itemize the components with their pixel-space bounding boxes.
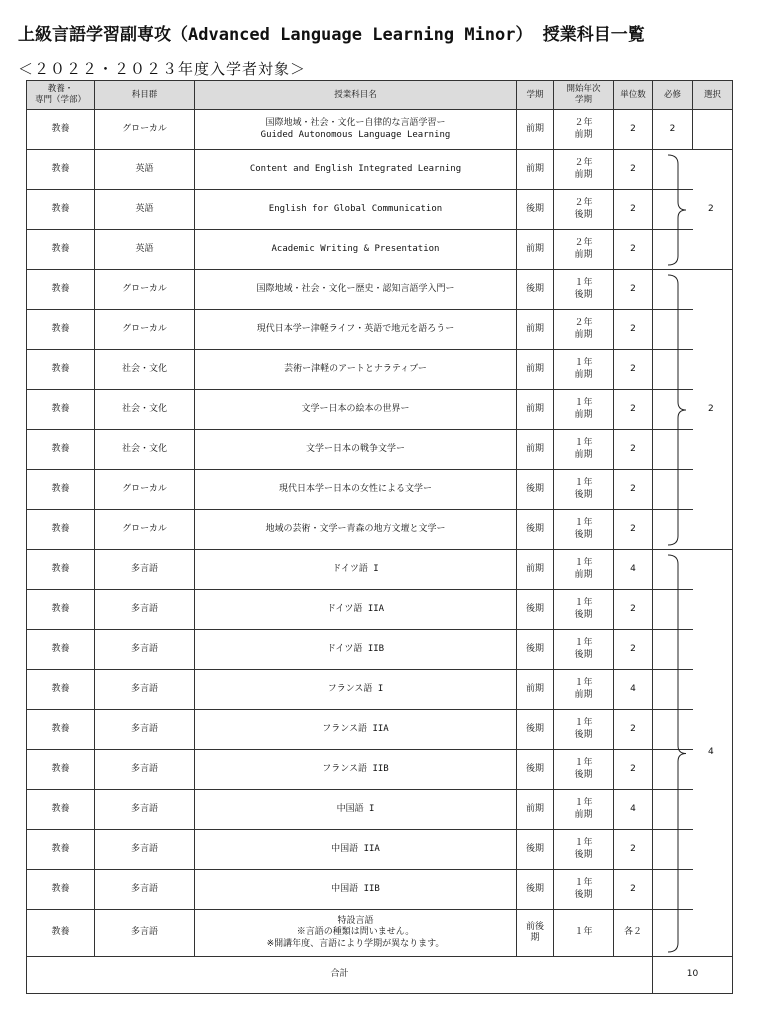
- row-group: 社会・文化: [95, 390, 195, 430]
- row-category: 教養: [27, 390, 95, 430]
- table-header-row: [27, 81, 733, 110]
- row-term: 後期: [517, 830, 554, 870]
- row-credits: 2: [614, 830, 653, 870]
- row-credits: 2: [614, 870, 653, 910]
- row-group: グローカル: [95, 470, 195, 510]
- total-row: [27, 957, 733, 994]
- row-required: [653, 670, 693, 710]
- row-group: 多言語: [95, 710, 195, 750]
- row-term: 後期: [517, 710, 554, 750]
- row-start: ２年 前期: [554, 110, 614, 150]
- row-group: 多言語: [95, 790, 195, 830]
- table-row: [27, 790, 733, 830]
- row-course-name: 中国語 IIB: [195, 870, 517, 910]
- row-start: １年 前期: [554, 430, 614, 470]
- row-credits: 2: [614, 150, 653, 190]
- table-row: [27, 390, 733, 430]
- row-credits: 2: [614, 270, 653, 310]
- row-required: [653, 150, 693, 190]
- table-row: [27, 510, 733, 550]
- table-row: [27, 710, 733, 750]
- row-term: 前期: [517, 350, 554, 390]
- row-credits: 2: [614, 310, 653, 350]
- row-group: 多言語: [95, 910, 195, 957]
- row-required: [653, 910, 693, 957]
- row-course-name: Academic Writing & Presentation: [195, 230, 517, 270]
- row-course-name: 文学ー日本の戦争文学ー: [195, 430, 517, 470]
- row-start: １年 前期: [554, 670, 614, 710]
- row-term: 前期: [517, 230, 554, 270]
- row-term: 後期: [517, 270, 554, 310]
- row-group: 多言語: [95, 550, 195, 590]
- row-course-name: ドイツ語 I: [195, 550, 517, 590]
- row-term: 前期: [517, 430, 554, 470]
- row-credits: 2: [614, 750, 653, 790]
- elective-group-1-value: 2: [708, 203, 714, 214]
- page-title: 上級言語学習副専攻（Advanced Language Learning Minor） 授業科目一覧: [18, 25, 645, 45]
- row-start: １年: [554, 910, 614, 957]
- row-required: [653, 750, 693, 790]
- row-course-name: 文学ー日本の絵本の世界ー: [195, 390, 517, 430]
- row-start: ２年 前期: [554, 310, 614, 350]
- row-start: １年 後期: [554, 750, 614, 790]
- table-row: [27, 750, 733, 790]
- row-term: 前期: [517, 110, 554, 150]
- table-row: [27, 270, 733, 310]
- row-category: 教養: [27, 350, 95, 390]
- row-required: [653, 310, 693, 350]
- header-group: 科目群: [95, 81, 195, 110]
- page-subtitle: ＜２０２２・２０２３年度入学者対象＞: [18, 60, 307, 78]
- row-credits: 2: [614, 590, 653, 630]
- row-required: [653, 470, 693, 510]
- row-start: １年 後期: [554, 510, 614, 550]
- row-group: 多言語: [95, 590, 195, 630]
- table-row: [27, 430, 733, 470]
- row-course-name: Content and English Integrated Learning: [195, 150, 517, 190]
- row-start: ２年 後期: [554, 190, 614, 230]
- row-category: 教養: [27, 150, 95, 190]
- row-category: 教養: [27, 750, 95, 790]
- row-credits: 2: [614, 710, 653, 750]
- row-term: 後期: [517, 190, 554, 230]
- row-group: 多言語: [95, 670, 195, 710]
- course-table: [26, 80, 733, 994]
- row-term: 後期: [517, 470, 554, 510]
- total-value: 10: [653, 957, 733, 994]
- row-term: 前期: [517, 310, 554, 350]
- row-category: 教養: [27, 830, 95, 870]
- header-category: 教養・ 専門（学部）: [27, 81, 95, 110]
- row-course-name: 中国語 I: [195, 790, 517, 830]
- row-required: [653, 830, 693, 870]
- row-category: 教養: [27, 790, 95, 830]
- table-row: [27, 310, 733, 350]
- row-required: [653, 230, 693, 270]
- row-required: [653, 270, 693, 310]
- row-category: 教養: [27, 870, 95, 910]
- header-term: 学期: [517, 81, 554, 110]
- row-term: 前期: [517, 670, 554, 710]
- row-course-name: 地域の芸術・文学ー青森の地方文壇と文学ー: [195, 510, 517, 550]
- row-group: 多言語: [95, 870, 195, 910]
- row-term: 前後 期: [517, 910, 554, 957]
- row-group: 多言語: [95, 630, 195, 670]
- row-credits: 2: [614, 110, 653, 150]
- row-group: 社会・文化: [95, 350, 195, 390]
- row-course-name: ドイツ語 IIB: [195, 630, 517, 670]
- total-label: 合計: [27, 957, 653, 994]
- row-start: ２年 前期: [554, 150, 614, 190]
- table-row: [27, 110, 733, 150]
- row-course-name: 現代日本学ー津軽ライフ・英語で地元を語ろうー: [195, 310, 517, 350]
- row-category: 教養: [27, 230, 95, 270]
- row-required: [653, 390, 693, 430]
- header-elective: 選択: [693, 81, 733, 110]
- row-start: ２年 前期: [554, 230, 614, 270]
- row-start: １年 前期: [554, 390, 614, 430]
- row-category: 教養: [27, 590, 95, 630]
- row-required: [653, 350, 693, 390]
- row-term: 後期: [517, 630, 554, 670]
- row-start: １年 後期: [554, 710, 614, 750]
- row-credits: 2: [614, 190, 653, 230]
- row-group: 英語: [95, 230, 195, 270]
- row-group: グローカル: [95, 510, 195, 550]
- table-row: [27, 230, 733, 270]
- row-start: １年 前期: [554, 790, 614, 830]
- row-course-name: フランス語 IIA: [195, 710, 517, 750]
- row-term: 後期: [517, 870, 554, 910]
- row-credits: 2: [614, 430, 653, 470]
- row-required: [653, 630, 693, 670]
- row-course-name: 国際地域・社会・文化ー自律的な言語学習ー Guided Autonomous Language Learning: [195, 110, 517, 150]
- table-row: [27, 550, 733, 590]
- header-start: 開始年次 学期: [554, 81, 614, 110]
- row-term: 前期: [517, 150, 554, 190]
- row-start: １年 前期: [554, 550, 614, 590]
- row-course-name: 特設言語 ※言語の種類は問いません。 ※開講年度、言語により学期が異なります。: [195, 910, 517, 957]
- row-group: グローカル: [95, 110, 195, 150]
- row-start: １年 後期: [554, 270, 614, 310]
- table-row: [27, 470, 733, 510]
- table-row: [27, 870, 733, 910]
- row-required: [653, 590, 693, 630]
- row-category: 教養: [27, 550, 95, 590]
- table-row: [27, 830, 733, 870]
- table-row: [27, 590, 733, 630]
- row-credits: 各２: [614, 910, 653, 957]
- row-required: 2: [653, 110, 693, 150]
- row-required: [653, 190, 693, 230]
- row-required: [653, 510, 693, 550]
- row-start: １年 後期: [554, 630, 614, 670]
- row-group: 英語: [95, 190, 195, 230]
- row-category: 教養: [27, 710, 95, 750]
- row-category: 教養: [27, 910, 95, 957]
- row-required: [653, 430, 693, 470]
- table-row: [27, 190, 733, 230]
- row-course-name: ドイツ語 IIA: [195, 590, 517, 630]
- row-credits: 2: [614, 350, 653, 390]
- row-credits: 2: [614, 510, 653, 550]
- row-group: 多言語: [95, 750, 195, 790]
- row-category: 教養: [27, 630, 95, 670]
- table-row: [27, 150, 733, 190]
- row-start: １年 前期: [554, 350, 614, 390]
- row-course-name: 中国語 IIA: [195, 830, 517, 870]
- row-start: １年 後期: [554, 870, 614, 910]
- row-start: １年 後期: [554, 830, 614, 870]
- row-category: 教養: [27, 430, 95, 470]
- table-row: [27, 910, 733, 957]
- row-required: [653, 710, 693, 750]
- row-category: 教養: [27, 470, 95, 510]
- row-credits: 4: [614, 790, 653, 830]
- elective-group-2-value: 2: [708, 403, 714, 414]
- row-category: 教養: [27, 670, 95, 710]
- row-course-name: フランス語 IIB: [195, 750, 517, 790]
- row-course-name: 国際地域・社会・文化ー歴史・認知言語学入門ー: [195, 270, 517, 310]
- row-required: [653, 870, 693, 910]
- table-row: [27, 350, 733, 390]
- row-term: 後期: [517, 750, 554, 790]
- row-category: 教養: [27, 270, 95, 310]
- row-group: 社会・文化: [95, 430, 195, 470]
- row-term: 後期: [517, 590, 554, 630]
- row-start: １年 後期: [554, 470, 614, 510]
- table-body: [27, 110, 733, 957]
- row-credits: 4: [614, 550, 653, 590]
- header-required: 必修: [653, 81, 693, 110]
- row-credits: 2: [614, 630, 653, 670]
- row-credits: 2: [614, 470, 653, 510]
- row-course-name: 現代日本学ー日本の女性による文学ー: [195, 470, 517, 510]
- row-credits: 2: [614, 390, 653, 430]
- row-start: １年 後期: [554, 590, 614, 630]
- elective-group-3-value: 4: [708, 747, 714, 757]
- row-category: 教養: [27, 190, 95, 230]
- row-term: 前期: [517, 550, 554, 590]
- row-category: 教養: [27, 310, 95, 350]
- row-credits: 2: [614, 230, 653, 270]
- row-category: 教養: [27, 510, 95, 550]
- row-required: [653, 790, 693, 830]
- row-group: 英語: [95, 150, 195, 190]
- row-course-name: English for Global Communication: [195, 190, 517, 230]
- row-category: 教養: [27, 110, 95, 150]
- row-group: グローカル: [95, 270, 195, 310]
- row-term: 前期: [517, 790, 554, 830]
- row-group: グローカル: [95, 310, 195, 350]
- header-name: 授業科目名: [195, 81, 517, 110]
- row-credits: 4: [614, 670, 653, 710]
- header-credits: 単位数: [614, 81, 653, 110]
- table-row: [27, 670, 733, 710]
- row-course-name: 芸術ー津軽のアートとナラティブー: [195, 350, 517, 390]
- table-row: [27, 630, 733, 670]
- row-group: 多言語: [95, 830, 195, 870]
- row-term: 後期: [517, 510, 554, 550]
- row-term: 前期: [517, 390, 554, 430]
- row-elective: [693, 110, 733, 150]
- row-course-name: フランス語 I: [195, 670, 517, 710]
- row-required: [653, 550, 693, 590]
